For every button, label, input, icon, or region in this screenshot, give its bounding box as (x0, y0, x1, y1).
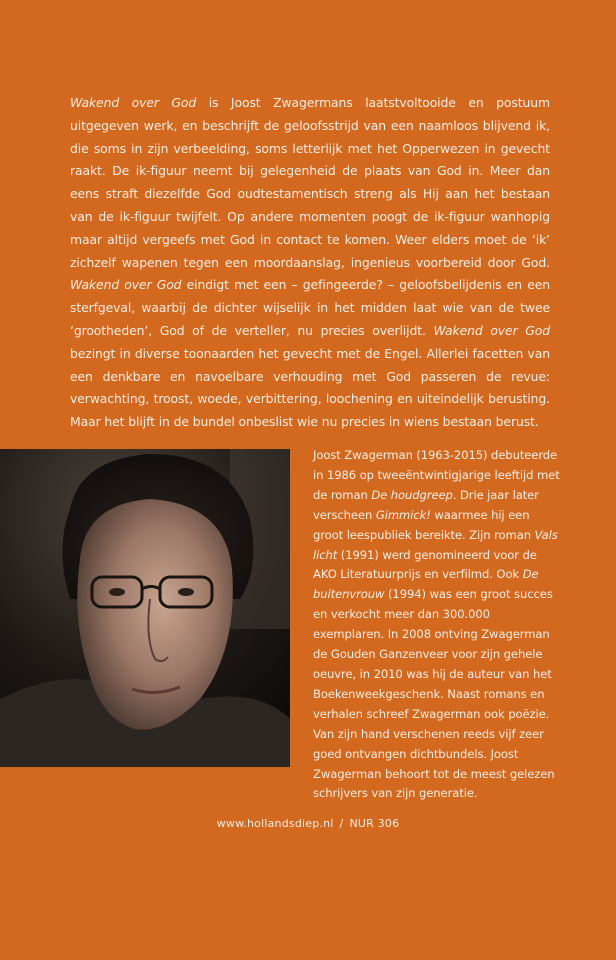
bio-text: (1994) was een groot succes en verkocht meer dan 300.000 exemplaren. In 2008 ontving Zwagerman de Gouden Ganzenveer voor zijn gehele oeuvre, in 2010 was hij de auteur van het Boekenweekgeschenk. Naast romans en verhalen schreef Zwagerman ook poëzie. Van zijn hand verschenen reeds vijf zeer goed ontvangen dichtbundels. Joost Zwagerman behoort tot de meest gelezen schrijvers van zijn generatie. (313, 587, 555, 801)
author-photo (0, 449, 290, 767)
blurb-paragraph (70, 92, 550, 434)
author-portrait-illustration (0, 449, 290, 767)
work-title: Gimmick! (375, 507, 431, 522)
book-title: Wakend over God (433, 322, 551, 338)
blurb-text: is Joost Zwagermans laatstvoltooide en postuum uitgegeven werk, en beschrijft de geloofsstrijd van een naamloos blijvend ik, die soms in zijn verbeelding, soms letterlijk met het Opperwezen in gevecht raakt. De ik-figuur neemt bij gelegenheid de plaats van God in. Meer dan eens straft diezelfde God oudtestamentisch streng als Hij aan het bestaan van de ik-figuur twijfelt. Op andere momenten poogt de ik-figuur wanhopig maar altijd vergeefs met God in contact te komen. Weer elders moet de ‘ik’ zichzelf wapenen tegen een moordaanslag, ingenieus voorbereid door God. (70, 95, 550, 270)
book-title: Wakend over God (70, 277, 182, 293)
book-title: Wakend over God (70, 95, 197, 110)
publisher-url[interactable]: www.hollandsdiep.nl (216, 817, 334, 830)
author-biography (313, 446, 563, 804)
bio-text: Joost Zwagerman (1963-2015) debuteerde in 1986 op tweeëntwintigjarige leeftijd met de roman (313, 448, 560, 502)
work-title: De buitenvrouw (313, 567, 539, 602)
bio-paragraph (313, 446, 563, 804)
work-title: De houdgreep (371, 487, 453, 502)
back-cover-blurb (70, 92, 550, 434)
footer-separator: / (339, 817, 344, 830)
bio-text: (1991) werd genomineerd voor de AKO Literatuurprijs en verfilmd. Ook (313, 547, 537, 582)
blurb-text: bezingt in diverse toonaarden het gevecht met de Engel. Allerlei facetten van een denkbare en navoelbare verhouding met God passeren de revue: verwachting, troost, woede, verbittering, loochening en uiteindelijk berusting. Maar het blijft in de bundel onbeslist wie nu precies in wiens bestaan berust. (70, 345, 550, 430)
publisher-footer (0, 817, 616, 830)
bio-text: . Drie jaar later verscheen (313, 487, 539, 522)
nur-code: NUR 306 (349, 817, 400, 830)
blurb-text: eindigt met een – gefingeerde? – geloofsbelijdenis en een sterfgeval, waarbij de dichter wijselijk in het midden laat wie van de twee ‘grootheden’, God of de verteller, nu precies overlijdt. (70, 277, 550, 338)
work-title: Vals licht (313, 527, 558, 562)
bio-text: waarmee hij een groot leespubliek bereikte. Zijn roman (313, 507, 535, 542)
